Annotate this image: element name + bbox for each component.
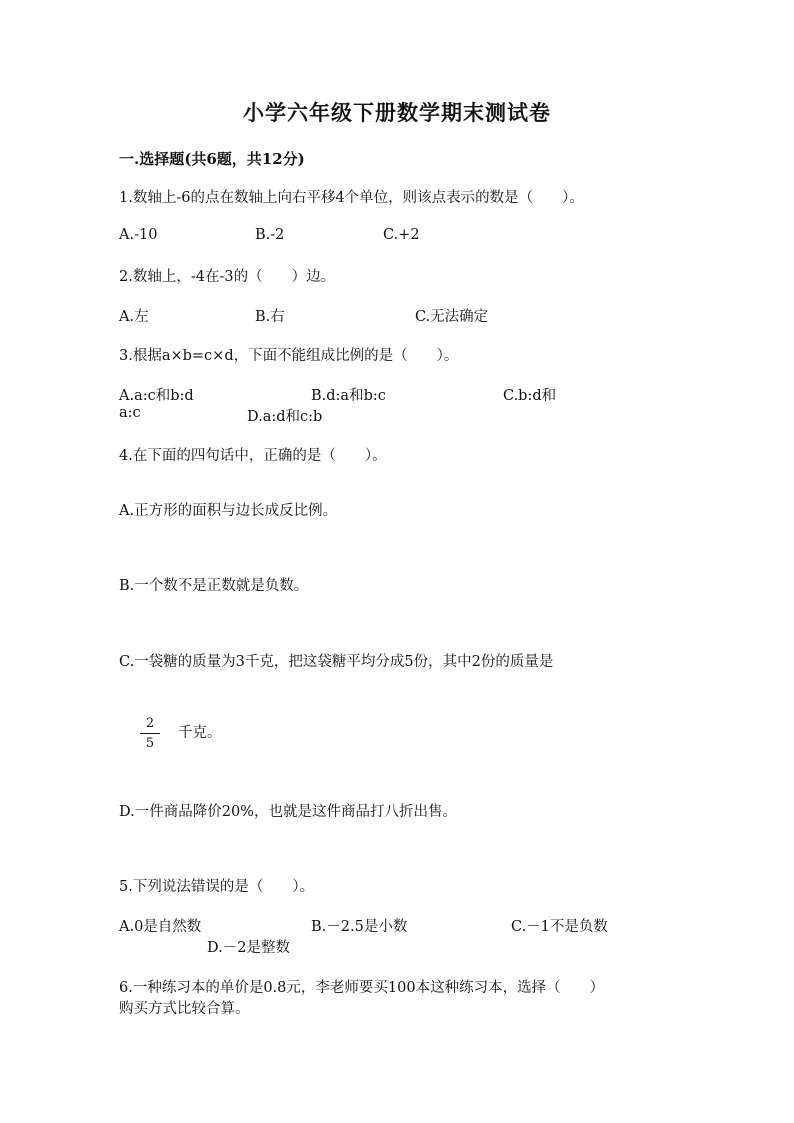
q3-option-a: A.a:c和b:d (119, 388, 194, 404)
q5-option-d: D.－2是整数 (207, 940, 290, 956)
q4-option-c-unit: 千克。 (178, 725, 222, 741)
q5-option-b: B.－2.5是小数 (311, 919, 408, 935)
q4-option-a: A.正方形的面积与边长成反比例。 (119, 503, 338, 519)
question-2-stem: 2.数轴上，-4在-3的（ ）边。 (119, 269, 336, 285)
q3-option-c-cont: a:c (119, 405, 141, 421)
section-heading: 一.选择题(共6题，共12分) (119, 150, 305, 168)
question-4-stem: 4.在下面的四句话中，正确的是（ ）。 (119, 448, 387, 464)
question-6-line2: 购买方式比较合算。 (119, 1001, 250, 1017)
question-5-stem: 5.下列说法错误的是（ ）。 (119, 879, 315, 895)
fraction-numerator: 2 (145, 716, 155, 731)
q1-option-a: A.-10 (119, 227, 158, 243)
question-6-line1: 6.一种练习本的单价是0.8元，李老师要买100本这种练习本，选择（ ） (119, 980, 605, 996)
q4-option-d: D.一件商品降价20%，也就是这件商品打八折出售。 (119, 804, 457, 820)
question-1-stem: 1.数轴上-6的点在数轴上向右平移4个单位，则该点表示的数是（ ）。 (119, 190, 584, 206)
q3-option-d: D.a:d和c:b (247, 409, 323, 425)
q4-option-b: B.一个数不是正数就是负数。 (119, 578, 309, 594)
fraction-bar (140, 733, 160, 734)
question-3-stem: 3.根据a×b=c×d，下面不能组成比例的是（ ）。 (119, 348, 459, 364)
q2-option-a: A.左 (119, 309, 149, 325)
q5-option-c: C.－1不是负数 (511, 919, 608, 935)
q2-option-c: C.无法确定 (415, 309, 489, 325)
q4-option-c: C.一袋糖的质量为3千克，把这袋糖平均分成5份，其中2份的质量是 (119, 654, 554, 670)
q1-option-b: B.-2 (255, 227, 285, 243)
q3-option-b: B.d:a和b:c (311, 388, 386, 404)
fraction-denominator: 5 (145, 736, 155, 751)
page-title: 小学六年级下册数学期末测试卷 (243, 100, 551, 125)
q2-option-b: B.右 (255, 309, 285, 325)
q3-option-c: C.b:d和 (503, 388, 557, 404)
fraction-two-fifths (140, 716, 160, 751)
q1-option-c: C.+2 (383, 227, 420, 243)
q5-option-a: A.0是自然数 (119, 919, 202, 935)
